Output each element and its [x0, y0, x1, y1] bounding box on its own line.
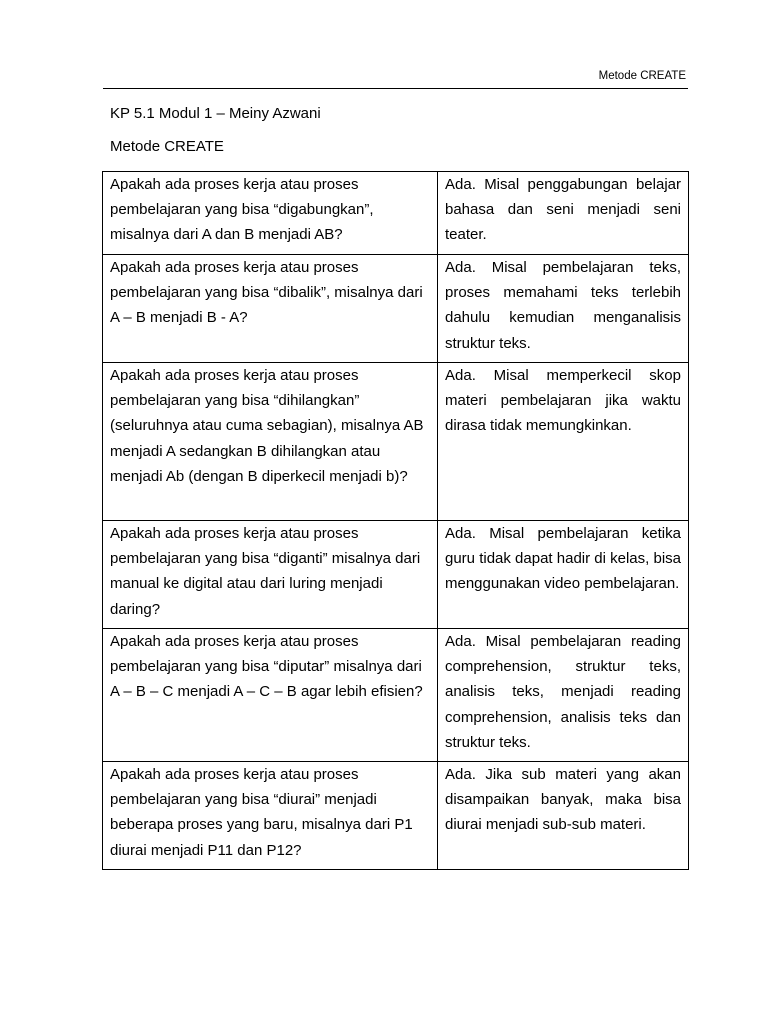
answer-cell: Ada. Misal penggabungan belajar bahasa dan seni menjadi seni teater. [438, 172, 689, 255]
page-header [103, 68, 688, 89]
table-row [103, 762, 689, 870]
answer-cell: Ada. Misal pembelajaran ketika guru tidak dapat hadir di kelas, bisa menggunakan video pembelajaran. [438, 521, 689, 629]
table-row [103, 629, 689, 762]
document-title: KP 5.1 Modul 1 – Meiny Azwani [110, 105, 321, 122]
table-row [103, 363, 689, 521]
running-header-title: Metode CREATE [598, 70, 686, 82]
document-subtitle: Metode CREATE [110, 138, 224, 155]
table-row [103, 255, 689, 363]
answer-cell: Ada. Misal memperkecil skop materi pembelajaran jika waktu dirasa tidak memungkinkan. [438, 363, 689, 521]
table-row [103, 172, 689, 255]
table-row [103, 521, 689, 629]
question-cell: Apakah ada proses kerja atau proses pembelajaran yang bisa “diurai” menjadi beberapa proses yang baru, misalnya dari P1 diurai menjadi P11 dan P12? [103, 762, 438, 870]
answer-cell: Ada. Misal pembelajaran reading comprehension, struktur teks, analisis teks, menjadi reading comprehension, analisis teks dan struktur teks. [438, 629, 689, 762]
question-cell: Apakah ada proses kerja atau proses pembelajaran yang bisa “dihilangkan” (seluruhnya atau cuma sebagian), misalnya AB menjadi A sedangkan B dihilangkan atau menjadi Ab (dengan B diperkecil menjadi b)? [103, 363, 438, 521]
question-cell: Apakah ada proses kerja atau proses pembelajaran yang bisa “diputar” misalnya dari A – B – C menjadi A – C – B agar lebih efisien? [103, 629, 438, 762]
answer-cell: Ada. Misal pembelajaran teks, proses memahami teks terlebih dahulu kemudian menganalisis struktur teks. [438, 255, 689, 363]
create-method-table [102, 171, 689, 870]
answer-cell: Ada. Jika sub materi yang akan disampaikan banyak, maka bisa diurai menjadi sub-sub materi. [438, 762, 689, 870]
question-cell: Apakah ada proses kerja atau proses pembelajaran yang bisa “digabungkan”, misalnya dari A dan B menjadi AB? [103, 172, 438, 255]
question-cell: Apakah ada proses kerja atau proses pembelajaran yang bisa “dibalik”, misalnya dari A – B menjadi B - A? [103, 255, 438, 363]
question-cell: Apakah ada proses kerja atau proses pembelajaran yang bisa “diganti” misalnya dari manual ke digital atau dari luring menjadi daring? [103, 521, 438, 629]
